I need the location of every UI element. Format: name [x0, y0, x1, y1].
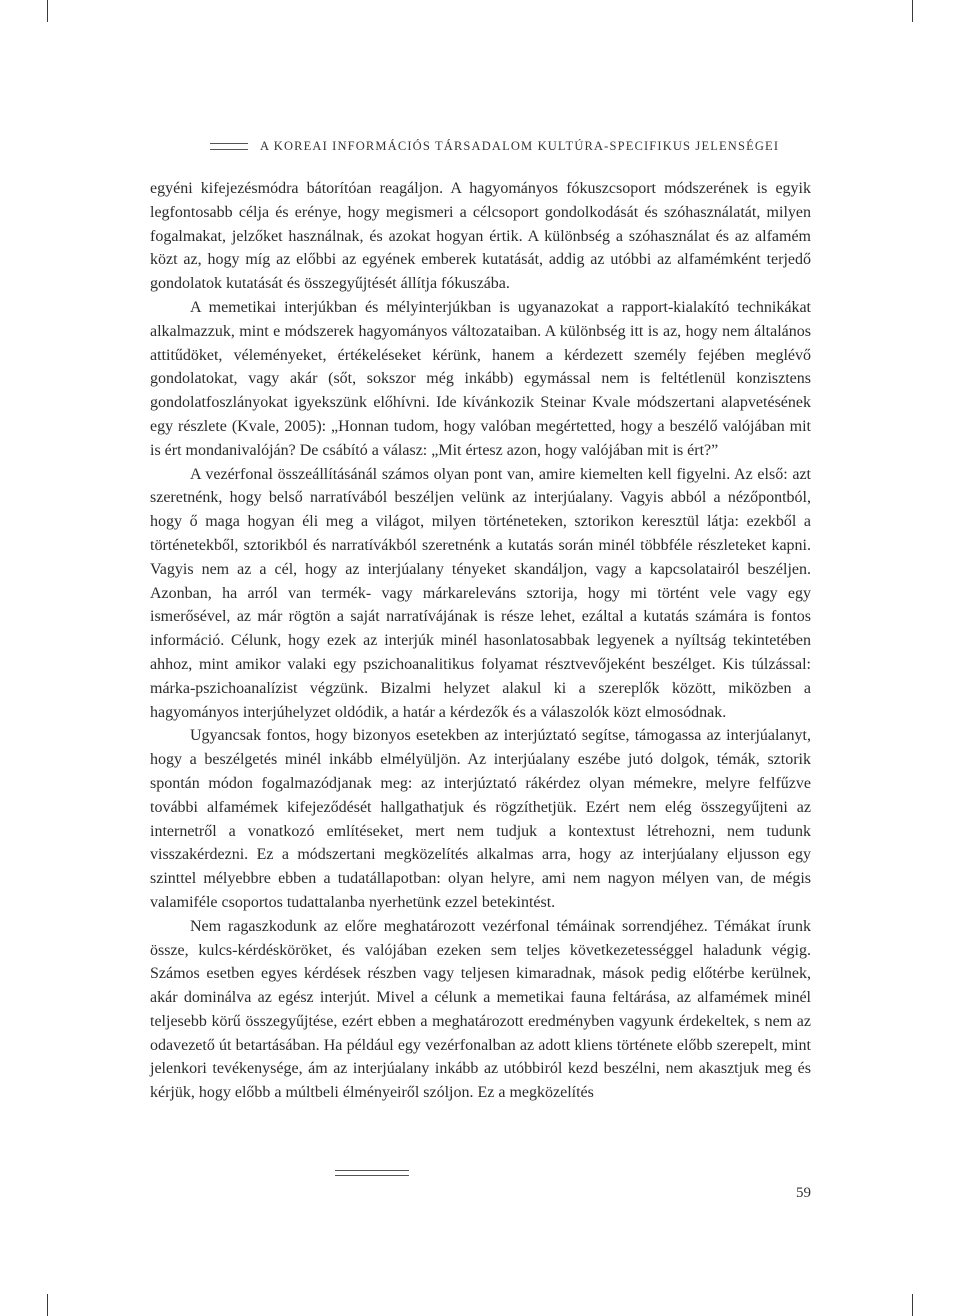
page-number: 59	[796, 1185, 811, 1201]
header-title: A KOREAI INFORMÁCIÓS TÁRSADALOM KULTÚRA-SPECIFIKUS JELENSÉGEI	[260, 138, 780, 153]
crop-mark-top-left	[47, 0, 48, 22]
running-header	[210, 136, 811, 156]
footer-rule	[335, 1170, 409, 1176]
paragraph-2: A memetikai interjúkban és mélyinterjúkban is ugyanazokat a rapport-kialakító technikákat alkalmazzuk, mint e módszerek hagyományos változataiban. A különbség itt is az, hogy nem általános attitűdöket, véleményeket, értékeléseket kérünk, hanem a kérdezett személy fejében meglévő gondolatokat, vagy akár (sőt, sokszor még inkább) egymással nem is feltétlenül konzisztens gondolatfoszlányokat igyekszünk előhívni. Ide kívánkozik Steinar Kvale módszertani alapvetésének egy részlete (Kvale, 2005): „Honnan tudom, hogy valóban megértetted, hogy a beszélő valójában mit is ért mondanivalóján? De csábító a válasz: „Mit értesz azon, hogy valójában mit is ért?”	[150, 298, 811, 459]
page-body	[150, 177, 811, 1105]
paragraph-4: Ugyancsak fontos, hogy bizonyos esetekben az interjúztató segítse, támogassa az interjúalanyt, hogy a beszélgetés minél inkább elmélyüljön. Az interjúalany eszébe jutó dolgok, témák, sztorik spontán módon fogalmazódjanak meg: az interjúztató rákérdez olyan mémekre, melyre felfűzve további alfamémek kifejeződését hallgathatjuk és rögzíthetjük. Ezért nem elég összegyűjteni az internetről a vonatkozó említéseket, mert nem tudjuk a kontextust létrehozni, nem tudunk visszakérdezni. Ez a módszertani megközelítés alkalmas arra, hogy az interjúalany eljusson egy szinttel mélyebbre ebben a tudatállapotban: olyan helyre, ami nem nagyon mélyen van, de mégis valamiféle csoportos tudattalanba nyerhetünk ezzel betekintést.	[150, 727, 811, 911]
crop-mark-top-right	[912, 0, 913, 22]
paragraph-3: A vezérfonal összeállításánál számos olyan pont van, amire kiemelten kell figyelni. Az első: azt szeretnénk, hogy belső narratívából beszéljen velünk az interjúalany. Vagyis abból a nézőpontból, hogy ő maga hogyan éli meg a világot, milyen történeteken, sztorikon keresztül látja: ezekből a történetekből, sztorikból és narratívákból szeretnénk a kutatás során minél többféle részleteket kapni. Vagyis nem az a cél, hogy az interjúalany tényeket skandáljon, vagy a kapcsolatairól beszéljen. Azonban, ha arról van termék- vagy márkareleváns sztorija, hogy mi történt vele vagy egy ismerősével, az már rögtön a saját narratívájának is része lehet, ezáltal a kutatás számára is fontos információ. Célunk, hogy ezek az interjúk minél hasonlatosabbak legyenek a nyíltság tekintetében ahhoz, mint amikor valaki egy pszichoanalitikus folyamat résztvevőjeként beszélget. Kis túlzással: márka-pszichoanalízist végzünk. Bizalmi helyzet alakul ki a szereplők között, miközben a hagyományos interjúhelyzet oldódik, a határ a kérdezők és a válaszolók közt elmosódnak.	[150, 465, 811, 721]
crop-mark-bottom-right	[912, 1294, 913, 1316]
crop-mark-bottom-left	[47, 1294, 48, 1316]
header-rule	[210, 143, 248, 150]
paragraph-5: Nem ragaszkodunk az előre meghatározott vezérfonal témáinak sorrendjéhez. Témákat írunk össze, kulcs-kérdésköröket, és valójában ezeken sem teljes következetességgel haladunk végig. Számos esetben egyes kérdések részben vagy teljesen kimaradnak, mások pedig előtérbe kerülnek, akár dominálva az egész interjút. Mivel a célunk a memetikai fauna feltárása, az alfamémek minél teljesebb körű összegyűjtése, ezért ebben a meghatározott eredményben vagyunk érdekeltek, s nem az odavezető út betartásában. Ha például egy vezérfonalban az adott kliens története előbb szerepelt, mint jelenkori tevékenysége, ám az interjúalany inkább az utóbbiról kezd beszélni, nem akasztjuk meg és kérjük, hogy előbb a múltbeli élményeiről szóljon. Ez a megközelítés	[150, 917, 811, 1102]
paragraph-1: egyéni kifejezésmódra bátorítóan reagáljon. A hagyományos fókuszcsoport módszerének is egyik legfontosabb célja és erénye, hogy megismeri a célcsoport gondolkodását és szóhasználatát, milyen fogalmakat, jelzőket használnak, és azokat hogyan értik. A különbség a szóhasználat és az alfamém közt az, hogy míg az előbbi az egyének emberek kutatását, addig az utóbbi az alfamémként terjedő gondolatok kutatását és összegyűjtését állítja fókuszába.	[150, 180, 811, 293]
